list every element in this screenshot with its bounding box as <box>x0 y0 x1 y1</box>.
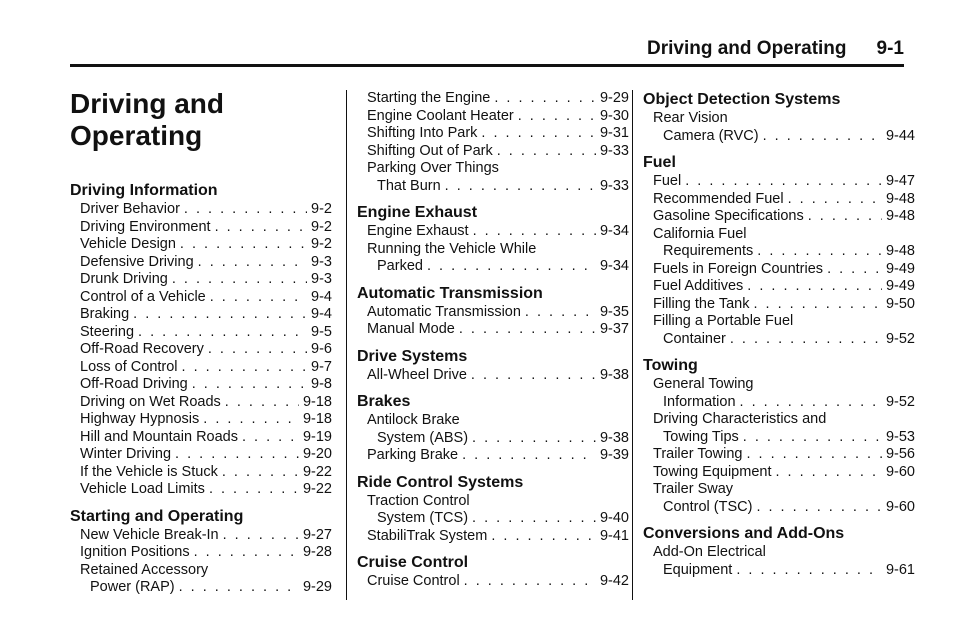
leader-dots <box>203 411 299 429</box>
toc-entry-title-cont: Equipment <box>663 561 733 578</box>
leader-dots <box>472 510 596 528</box>
section-heading: Ride Control Systems <box>357 473 524 491</box>
toc-entry-title-cont: System (ABS) <box>377 429 469 446</box>
section-heading: Drive Systems <box>357 347 468 365</box>
toc-entry-title-cont: Requirements <box>663 243 754 259</box>
toc-entry-page: 9-61 <box>885 561 915 578</box>
section-heading: Cruise Control <box>357 554 469 571</box>
toc-entry-page: 9-29 <box>302 579 332 595</box>
section-heading: Automatic Transmission <box>357 284 543 302</box>
toc-entry-title: Shifting Into Park <box>367 125 478 141</box>
toc-entry-line1[interactable] <box>70 562 332 580</box>
chapter-title: Driving and Operating <box>70 88 225 151</box>
toc-entry-title: Trailer Sway <box>653 481 734 497</box>
toc-entry-title: Control of a Vehicle <box>80 288 206 305</box>
toc-entry-title-cont: Power (RAP) <box>90 579 175 595</box>
toc-entry-page: 9-41 <box>599 527 629 544</box>
toc-entry-title: Vehicle Design <box>80 236 176 252</box>
toc-entry[interactable] <box>357 90 629 108</box>
toc-entry-title-cont: Information <box>663 393 736 410</box>
toc-entry-line2[interactable] <box>70 579 332 597</box>
toc-entry[interactable] <box>357 573 629 591</box>
toc-entry-page: 9-33 <box>599 177 629 194</box>
toc-entry-page: 9-3 <box>311 271 332 287</box>
toc-entry[interactable] <box>70 446 332 464</box>
toc-entry[interactable] <box>70 201 332 219</box>
toc-entry[interactable] <box>643 296 915 314</box>
toc-entry-title: Hill and Mountain Roads <box>80 428 238 445</box>
leader-dots <box>209 481 299 499</box>
leader-dots <box>198 254 307 272</box>
toc-entry-page: 9-60 <box>885 463 915 480</box>
toc-entry-title: Defensive Driving <box>80 253 194 270</box>
toc-entry-page: 9-49 <box>885 278 915 294</box>
toc-entry-title-cont: Camera (RVC) <box>663 127 759 144</box>
toc-entry-title: General Towing <box>653 376 754 392</box>
toc-entry-page: 9-48 <box>885 190 915 207</box>
toc-entry-page: 9-44 <box>885 127 915 144</box>
leader-dots <box>208 341 307 359</box>
toc-entry-title: Retained Accessory <box>80 561 209 578</box>
toc-entry-page: 9-34 <box>599 223 629 239</box>
toc-entry-line2[interactable] <box>643 128 915 146</box>
toc-entry-page: 9-20 <box>302 446 332 462</box>
leader-dots <box>491 528 596 546</box>
leader-dots <box>242 429 299 447</box>
toc-entry-line2[interactable] <box>643 429 915 447</box>
leader-dots <box>445 178 596 196</box>
toc-entry-line1[interactable] <box>643 376 915 394</box>
leader-dots <box>225 394 299 412</box>
toc-entry-page: 9-2 <box>311 218 332 235</box>
toc-entry-title: Off-Road Recovery <box>80 341 204 357</box>
leader-dots <box>459 321 596 339</box>
leader-dots <box>525 304 596 322</box>
toc-entry-line2[interactable] <box>643 331 915 349</box>
toc-entry-title: All-Wheel Drive <box>367 366 467 383</box>
leader-dots <box>215 219 307 237</box>
toc-entry-page: 9-34 <box>599 258 629 274</box>
toc-entry[interactable] <box>357 447 629 465</box>
toc-entry-line2[interactable] <box>357 430 629 448</box>
toc-entry-title-cont: System (TCS) <box>377 510 469 526</box>
toc-entry-page: 9-60 <box>885 498 915 515</box>
toc-entry-title: Ignition Positions <box>80 544 190 560</box>
toc-column-3 <box>632 90 915 600</box>
toc-entry-title: Driving Environment <box>80 218 211 235</box>
toc-entry-line1[interactable] <box>357 160 629 178</box>
toc-entry-line2[interactable] <box>357 258 629 276</box>
toc-entry[interactable] <box>357 367 629 385</box>
toc-entry-page: 9-33 <box>599 142 629 159</box>
toc-entry[interactable] <box>70 429 332 447</box>
toc-entry-page: 9-22 <box>302 463 332 480</box>
toc-entry[interactable] <box>70 411 332 429</box>
toc-entry-title: Starting the Engine <box>367 90 491 106</box>
toc-entry-page: 9-37 <box>599 321 629 337</box>
toc-entry-line1[interactable] <box>643 226 915 244</box>
toc-entry[interactable] <box>643 464 915 482</box>
toc-entry[interactable] <box>70 271 332 289</box>
toc-entry-page: 9-7 <box>311 358 332 375</box>
toc-entry-title: Filling the Tank <box>653 295 750 312</box>
leader-dots <box>473 223 596 241</box>
toc-entry[interactable] <box>70 464 332 482</box>
section-heading: Brakes <box>357 393 411 410</box>
toc-entry-title: StabiliTrak System <box>367 527 488 544</box>
toc-entry-line1[interactable] <box>357 241 629 259</box>
toc-entry-page: 9-4 <box>311 306 332 322</box>
toc-entry[interactable] <box>70 289 332 307</box>
toc-entry-title: Loss of Control <box>80 358 178 375</box>
toc-entry-title: Highway Hypnosis <box>80 411 200 427</box>
toc-entry-title: Fuel <box>653 173 682 189</box>
toc-entry-title: Cruise Control <box>367 573 460 589</box>
toc-entry-title-cont: That Burn <box>377 177 441 194</box>
section-heading: Engine Exhaust <box>357 204 478 221</box>
toc-entry[interactable] <box>643 173 915 191</box>
toc-entry[interactable] <box>70 376 332 394</box>
toc-entry-page: 9-52 <box>885 393 915 410</box>
toc-entry-line2[interactable] <box>643 562 915 580</box>
toc-entry-title: Fuel Additives <box>653 278 744 294</box>
toc-entry[interactable] <box>357 528 629 546</box>
leader-dots <box>497 143 596 161</box>
leader-dots <box>776 464 882 482</box>
leader-dots <box>730 331 882 349</box>
leader-dots <box>756 499 882 517</box>
section-heading: Object Detection Systems <box>643 91 841 108</box>
toc-entry-line1[interactable] <box>643 411 915 429</box>
toc-entry-title: Running the Vehicle While <box>367 240 537 257</box>
toc-entry-title: Shifting Out of Park <box>367 142 493 159</box>
toc-entry-page: 9-56 <box>885 446 915 462</box>
leader-dots <box>180 236 307 254</box>
toc-entry-title-cont: Towing Tips <box>663 428 739 445</box>
leader-dots <box>740 394 882 412</box>
toc-entry-page: 9-47 <box>885 173 915 189</box>
toc-entry[interactable] <box>643 446 915 464</box>
toc-entry-page: 9-30 <box>599 107 629 124</box>
leader-dots <box>518 108 596 126</box>
toc-entry-title: Filling a Portable Fuel <box>653 313 794 329</box>
header-page-number: 9-1 <box>876 38 904 59</box>
leader-dots <box>133 306 307 324</box>
toc-entry-page: 9-3 <box>311 253 332 270</box>
toc-entry[interactable] <box>70 306 332 324</box>
toc-entry-page: 9-53 <box>885 428 915 445</box>
toc-entry-title: New Vehicle Break-In <box>80 526 219 543</box>
toc-entry-title: Driving Characteristics and <box>653 411 827 427</box>
toc-entry-line1[interactable] <box>643 544 915 562</box>
toc-entry-title: Parking Over Things <box>367 160 499 176</box>
leader-dots <box>222 464 299 482</box>
toc-column-1 <box>70 181 332 597</box>
toc-entry-page: 9-28 <box>302 544 332 560</box>
leader-dots <box>472 430 596 448</box>
toc-column-2 <box>346 90 629 600</box>
header-rule <box>70 64 904 67</box>
toc-entry-title: Parking Brake <box>367 447 459 463</box>
leader-dots <box>757 243 882 261</box>
toc-entry-page: 9-31 <box>599 125 629 141</box>
toc-entry-title: Engine Coolant Heater <box>367 107 514 124</box>
toc-entry-title-cont: Container <box>663 330 726 347</box>
toc-entry-line1[interactable] <box>643 481 915 499</box>
leader-dots <box>753 296 882 314</box>
leader-dots <box>172 271 307 289</box>
toc-entry-title-cont: Control (TSC) <box>663 498 753 515</box>
toc-entry-title: Driving on Wet Roads <box>80 393 221 410</box>
leader-dots <box>192 376 307 394</box>
toc-entry[interactable] <box>357 304 629 322</box>
toc-entry[interactable] <box>357 321 629 339</box>
toc-entry[interactable] <box>643 208 915 226</box>
toc-entry-title: Antilock Brake <box>367 412 460 428</box>
toc-entry-page: 9-19 <box>302 428 332 445</box>
toc-entry-page: 9-4 <box>311 288 332 305</box>
leader-dots <box>788 191 882 209</box>
toc-entry-title: Engine Exhaust <box>367 223 469 239</box>
toc-entry-page: 9-22 <box>302 481 332 497</box>
toc-entry[interactable] <box>70 544 332 562</box>
leader-dots <box>481 125 596 143</box>
leader-dots <box>138 324 307 342</box>
toc-entry[interactable] <box>357 108 629 126</box>
leader-dots <box>184 201 307 219</box>
toc-entry[interactable] <box>643 261 915 279</box>
toc-entry[interactable] <box>70 394 332 412</box>
toc-entry-line2[interactable] <box>357 178 629 196</box>
leader-dots <box>746 446 882 464</box>
toc-entry[interactable] <box>70 341 332 359</box>
toc-entry-page: 9-29 <box>599 90 629 106</box>
toc-entry-page: 9-27 <box>302 526 332 543</box>
toc-entry-page: 9-38 <box>599 429 629 446</box>
toc-entry-page: 9-5 <box>311 323 332 340</box>
toc-entry-line1[interactable] <box>643 110 915 128</box>
toc-entry-page: 9-18 <box>302 393 332 410</box>
leader-dots <box>736 562 882 580</box>
toc-entry-line1[interactable] <box>357 493 629 511</box>
leader-dots <box>808 208 882 226</box>
toc-entry-page: 9-49 <box>885 260 915 277</box>
leader-dots <box>494 90 596 108</box>
toc-entry-title: Towing Equipment <box>653 463 772 480</box>
toc-entry[interactable] <box>643 191 915 209</box>
toc-entry-page: 9-2 <box>311 201 332 217</box>
section-heading: Fuel <box>643 154 676 171</box>
toc-entry-title: Winter Driving <box>80 446 172 462</box>
toc-entry-title: Fuels in Foreign Countries <box>653 260 824 277</box>
leader-dots <box>743 429 882 447</box>
toc-entry-title: If the Vehicle is Stuck <box>80 463 218 480</box>
toc-entry[interactable] <box>357 125 629 143</box>
leader-dots <box>763 128 882 146</box>
toc-entry-page: 9-18 <box>302 411 332 427</box>
toc-entry[interactable] <box>70 481 332 499</box>
toc-entry-page: 9-6 <box>311 341 332 357</box>
toc-entry[interactable] <box>70 527 332 545</box>
toc-entry-page: 9-35 <box>599 303 629 320</box>
toc-entry-title: Manual Mode <box>367 321 455 337</box>
leader-dots <box>464 573 596 591</box>
toc-entry-page: 9-52 <box>885 330 915 347</box>
toc-entry-title: Automatic Transmission <box>367 303 521 320</box>
toc-entry-title-cont: Parked <box>377 258 423 274</box>
section-heading: Driving Information <box>70 182 218 199</box>
toc-entry-title: Trailer Towing <box>653 446 743 462</box>
toc-entry-line2[interactable] <box>357 510 629 528</box>
leader-dots <box>827 261 882 279</box>
section-heading: Towing <box>643 357 698 374</box>
toc-entry-page: 9-50 <box>885 295 915 312</box>
toc-entry[interactable] <box>357 223 629 241</box>
toc-entry-title: Off-Road Driving <box>80 376 188 392</box>
toc-entry-page: 9-48 <box>885 208 915 224</box>
section-heading: Conversions and Add-Ons <box>643 525 845 542</box>
toc-entry-title: Add-On Electrical <box>653 544 766 560</box>
leader-dots <box>179 579 299 597</box>
running-header <box>70 38 904 64</box>
leader-dots <box>427 258 596 276</box>
toc-entry-page: 9-8 <box>311 376 332 392</box>
toc-entry-title: Gasoline Specifications <box>653 208 804 224</box>
leader-dots <box>194 544 299 562</box>
toc-entry-page: 9-2 <box>311 236 332 252</box>
leader-dots <box>747 278 882 296</box>
toc-entry[interactable] <box>70 236 332 254</box>
leader-dots <box>223 527 299 545</box>
toc-entry-title: Recommended Fuel <box>653 190 784 207</box>
toc-entry[interactable] <box>70 359 332 377</box>
leader-dots <box>210 289 307 307</box>
toc-entry-title: Steering <box>80 323 135 340</box>
toc-entry-page: 9-42 <box>599 573 629 589</box>
toc-entry-page: 9-39 <box>599 447 629 463</box>
toc-entry-title: Rear Vision <box>653 110 728 126</box>
toc-entry-page: 9-48 <box>885 243 915 259</box>
leader-dots <box>685 173 882 191</box>
toc-entry-page: 9-38 <box>599 366 629 383</box>
toc-entry[interactable] <box>643 278 915 296</box>
leader-dots <box>182 359 308 377</box>
toc-entry-title: Traction Control <box>367 492 470 509</box>
leader-dots <box>175 446 299 464</box>
toc-entry-page: 9-40 <box>599 510 629 526</box>
toc-entry[interactable] <box>70 324 332 342</box>
toc-entry-line2[interactable] <box>643 499 915 517</box>
toc-entry-title: Drunk Driving <box>80 271 168 287</box>
leader-dots <box>471 367 596 385</box>
toc-entry-title: California Fuel <box>653 225 747 242</box>
toc-entry[interactable] <box>70 219 332 237</box>
toc-entry[interactable] <box>70 254 332 272</box>
toc-entry-line2[interactable] <box>643 243 915 261</box>
header-section-title: Driving and Operating <box>647 38 847 59</box>
toc-entry-title: Braking <box>80 306 130 322</box>
leader-dots <box>462 447 596 465</box>
toc-entry-line1[interactable] <box>357 412 629 430</box>
section-heading: Starting and Operating <box>70 507 244 525</box>
toc-entry[interactable] <box>357 143 629 161</box>
toc-entry-line2[interactable] <box>643 394 915 412</box>
toc-entry-title: Driver Behavior <box>80 201 180 217</box>
toc-entry-line1[interactable] <box>643 313 915 331</box>
toc-entry-title: Vehicle Load Limits <box>80 481 205 497</box>
